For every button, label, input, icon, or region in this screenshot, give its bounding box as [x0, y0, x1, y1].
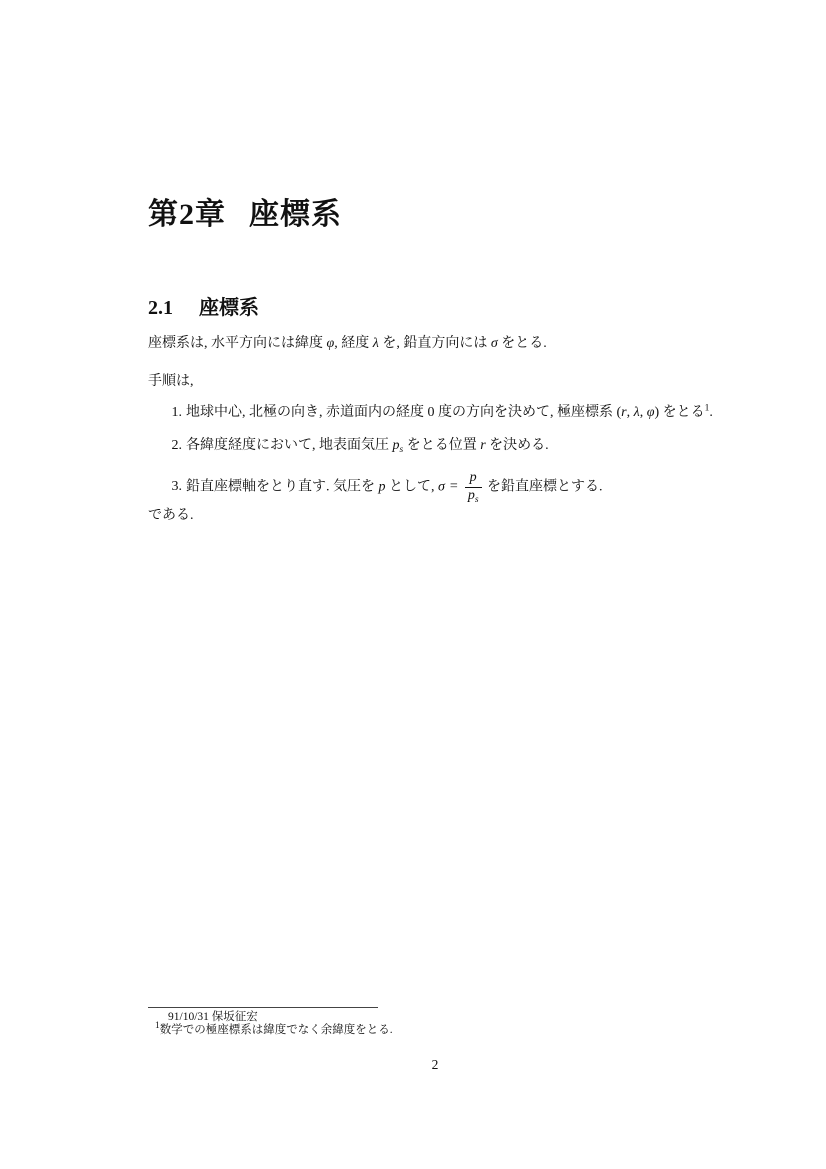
r-variable: r — [480, 438, 486, 453]
item-text: 各緯度経度において, 地表面気圧 — [186, 438, 393, 453]
intro-text: をとる. — [497, 336, 547, 351]
section-title: 座標系 — [199, 297, 259, 319]
section-number: 2.1 — [148, 297, 173, 319]
s-subscript: s — [399, 445, 404, 455]
section-heading — [148, 291, 259, 320]
equals-sign: = — [449, 479, 458, 495]
item-number: 1. — [171, 405, 182, 420]
footnote-marker: 1 — [155, 1021, 160, 1032]
item-text: 鉛直座標軸をとり直す. 気圧を — [186, 479, 379, 495]
p-variable: p — [378, 479, 386, 495]
footnote-rule — [148, 1007, 378, 1008]
chapter-number: 第2章 — [148, 198, 226, 231]
item-text: . — [709, 405, 713, 420]
sigma-symbol: σ — [490, 336, 498, 351]
procedure-lead: 手順は, — [148, 374, 194, 389]
item-text: , — [626, 405, 634, 420]
fraction-numerator: p — [465, 470, 482, 488]
footnote-date-author: 91/10/31 保坂征宏 — [168, 1011, 258, 1023]
closing-paragraph: である. — [148, 508, 194, 523]
item-text: , — [639, 405, 647, 420]
s-subscript: s — [474, 495, 479, 506]
item-number: 3. — [171, 479, 182, 495]
chapter-title: 座標系 — [249, 198, 342, 231]
chapter-heading — [148, 189, 342, 233]
item-text: を鉛直座標とする. — [483, 479, 603, 495]
phi-symbol: φ — [646, 405, 655, 420]
p-variable: p — [467, 488, 475, 504]
intro-text: , 経度 — [334, 336, 373, 351]
item-text: をとる位置 — [403, 438, 481, 453]
fraction-denominator — [465, 488, 482, 504]
sigma-fraction — [465, 470, 482, 504]
intro-text: 座標系は, 水平方向には緯度 — [148, 336, 327, 351]
footnote-text: 数学での極座標系は緯度でなく余緯度をとる. — [159, 1024, 393, 1036]
list-item-2 — [148, 436, 733, 457]
footnote-reference: 1 — [704, 403, 710, 414]
item-text: として, — [385, 479, 438, 495]
item-text: ) をとる — [654, 405, 705, 420]
item-text: を決める. — [485, 438, 549, 453]
phi-symbol: φ — [326, 336, 335, 351]
r-variable: r — [621, 405, 627, 420]
sigma-symbol: σ — [438, 479, 445, 495]
footnote — [155, 1023, 393, 1037]
lambda-symbol: λ — [372, 336, 379, 351]
procedure-list — [148, 403, 733, 517]
item-number: 2. — [171, 438, 182, 453]
list-item-1 — [148, 403, 733, 423]
page-number: 2 — [431, 1057, 439, 1072]
list-item-3 — [148, 470, 733, 504]
item-text: 地球中心, 北極の向き, 赤道面内の経度 0 度の方向を決めて, 極座標系 ( — [186, 405, 622, 420]
intro-paragraph — [148, 334, 708, 354]
lambda-symbol: λ — [633, 405, 640, 420]
p-variable: p — [392, 438, 400, 453]
intro-text: を, 鉛直方向には — [378, 336, 491, 351]
